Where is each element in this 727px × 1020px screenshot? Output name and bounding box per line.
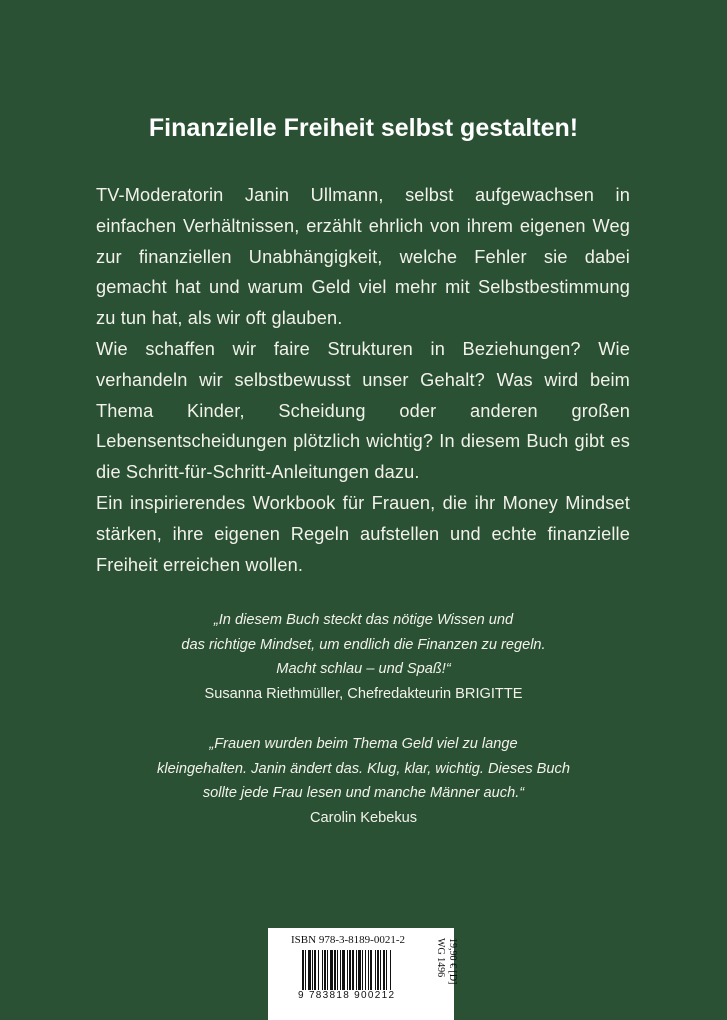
- barcode-stripe: [305, 950, 306, 990]
- testimonial-quote: [100, 732, 627, 830]
- barcode-digits: 9 783818 900212: [298, 990, 396, 1001]
- barcode-stripe: [368, 950, 369, 990]
- barcode-stripe: [308, 950, 311, 990]
- barcode-stripe: [365, 950, 366, 990]
- barcode-stripe: [327, 950, 328, 990]
- barcode-stripe: [334, 950, 336, 990]
- price-info: [434, 938, 458, 984]
- isbn-label: ISBN 978-3-8189-0021-2: [291, 934, 405, 946]
- quote-line: „Frauen wurden beim Thema Geld viel zu lange: [209, 736, 518, 752]
- barcode-stripe: [349, 950, 351, 990]
- barcode-stripe: [342, 950, 345, 990]
- barcode-stripe: [302, 950, 304, 990]
- barcode-icon: [302, 950, 422, 992]
- barcode-stripe: [347, 950, 348, 990]
- barcode-stripe: [340, 950, 341, 990]
- quote-line: sollte jede Frau lesen und manche Männer auch.“: [202, 785, 525, 802]
- barcode-stripe: [330, 950, 333, 990]
- barcode-stripe: [314, 950, 316, 990]
- barcode-stripe: [370, 950, 372, 990]
- warengruppe: WG 1496: [435, 938, 446, 978]
- barcode-stripe: [362, 950, 363, 990]
- quote-source: Susanna Riethmüller, Chefredakteurin BRIGITTE: [204, 685, 523, 702]
- book-description: [96, 180, 630, 580]
- barcode-stripe: [380, 950, 381, 990]
- barcode-stripe: [375, 950, 376, 990]
- barcode-stripe: [390, 950, 391, 990]
- barcode-stripe: [386, 950, 387, 990]
- barcode-label: [268, 928, 458, 1020]
- description-paragraph: Ein inspirierendes Workbook für Frauen, die ihr Money Mindset stärken, ihre eigenen Regeln aufstellen und echte finanzielle Freiheit erreichen wollen.: [96, 492, 630, 575]
- quote-line: das richtige Mindset, um endlich die Finanzen zu regeln.: [181, 636, 546, 653]
- barcode-stripe: [383, 950, 385, 990]
- barcode-stripe: [324, 950, 326, 990]
- barcode-stripe: [337, 950, 338, 990]
- description-paragraph: Wie schaffen wir faire Strukturen in Beziehungen? Wie verhandeln wir selbstbewusst unser Gehalt? Was wird beim Thema Kinder, Scheidung oder anderen großen Lebensentscheidungen plötzlich wichtig? In diesem Buch gibt es die Schritt-für-Schritt-Anleitungen dazu.: [96, 338, 630, 483]
- barcode-stripe: [377, 950, 379, 990]
- quote-line: Macht schlau – und Spaß!“: [276, 661, 451, 678]
- barcode-stripe: [322, 950, 323, 990]
- testimonial-quote: [100, 608, 627, 706]
- back-cover-headline: Finanzielle Freiheit selbst gestalten!: [148, 114, 579, 142]
- barcode-stripe: [352, 950, 354, 990]
- barcode-stripe: [312, 950, 313, 990]
- quote-source: Carolin Kebekus: [309, 809, 418, 826]
- price: 19,90 € [D]: [447, 938, 458, 985]
- barcode-stripe: [356, 950, 357, 990]
- barcode-stripe: [358, 950, 361, 990]
- quote-line: „In diesem Buch steckt das nötige Wissen und: [213, 612, 514, 628]
- quote-line: kleingehalten. Janin ändert das. Klug, klar, wichtig. Dieses Buch: [157, 760, 570, 777]
- barcode-stripe: [318, 950, 319, 990]
- description-paragraph: TV-Moderatorin Janin Ullmann, selbst aufgewachsen in einfachen Verhältnissen, erzählt ehrlich von ihrem eigenen Weg zur finanziellen Unabhängigkeit, welche Fehler sie dabei gemacht hat und warum Geld viel mehr mit Selbstbestimmung zu tun hat, als wir oft glauben.: [96, 185, 630, 329]
